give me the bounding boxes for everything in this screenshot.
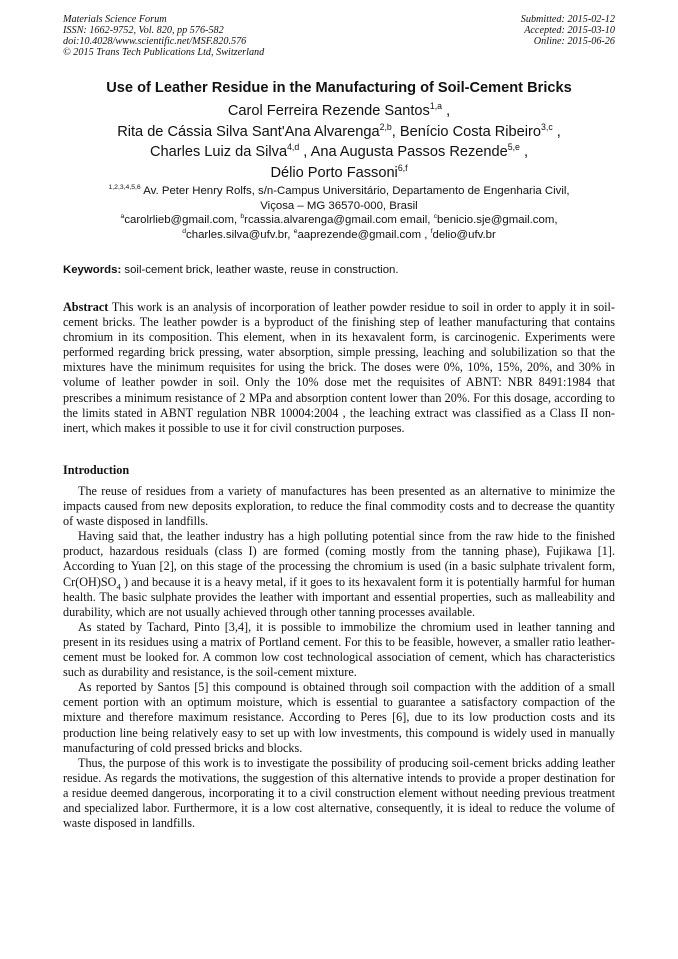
journal-doi: doi:10.4028/www.scientific.net/MSF.820.576 <box>63 36 247 47</box>
email-sup: b <box>240 213 245 221</box>
journal-copyright: © 2015 Trans Tech Publications Ltd, Switzerland <box>63 47 265 58</box>
keywords <box>63 264 399 276</box>
affiliation-address: Av. Peter Henry Rolfs, s/n-Campus Universitário, Departamento de Engenharia Civil, <box>140 185 570 197</box>
intro-paragraph-5: Thus, the purpose of this work is to investigate the possibility of producing soil-cement bricks adding leather residue. As regards the motivations, the suggestion of this alternative intends to provide a proper destination for a residue deemed dangerous, incorporating it to a civil construction element without needing previous treatment and specialized labor. Furthermore, it is a low cost alternative, consequently, it is ideal to reduce the volume of waste disposed in landfills. <box>63 755 615 831</box>
email-sup: e <box>293 227 298 235</box>
author-list <box>0 101 678 183</box>
email-link[interactable]: rcassia.alvarenga@gmail.com email, <box>244 214 434 226</box>
author-sup: 1,a <box>429 101 443 112</box>
author-line-1: Carol Ferreira Rezende Santos$^{1,a}$ , <box>227 101 451 119</box>
author-name: Rita de Cássia Silva Sant'Ana Alvarenga <box>117 123 380 140</box>
email-sup: a <box>120 213 125 221</box>
intro-paragraph-3: As stated by Tachard, Pinto [3,4], it is possible to immobilize the chromium used in leather tanning and present in its residues using a matrix of Portland cement. For this to be feasible, however, a smaller ratio leather-cement must be looked for. A common low cost technological association of cement, which has characteristics such as durability and resistance, is the soil-cement mixture. <box>63 619 615 680</box>
email-line-2 <box>0 228 678 243</box>
section-heading: Introduction <box>63 463 130 477</box>
author-name: Benício Costa Ribeiro <box>399 123 542 140</box>
abstract <box>63 300 615 436</box>
author-name: Carol Ferreira Rezende Santos <box>227 103 430 119</box>
affiliation <box>0 184 678 242</box>
abstract-text: This work is an analysis of incorporation of leather powder residue to soil in order to apply it in soil-cement bricks. The leather powder is a byproduct of the finishing step of leather manufacturing that contains chromium in its composition. This element, when in its hexavalent form, is carcinogenic. Experiments were performed regarding brick pressing, water absorption, simple pressing, leaching and solubilization so that the mixtures have the minimum requisites for using the brick. The doses were 0%, 10%, 15%, 20%, and 30% in volume of leather powder in soil. Only the 10% dose met the requisites of ABNT: NBR 8491:1984 that prescribes a minimum resistance of 2 MPa and absorption content lower than 20%. For this dosage, according to the limits stated in ABNT regulation NBR 10004:2004 , the leaching extract was classified as a Class II non-inert, which makes it possible to use it for civil construction purposes. <box>63 300 615 435</box>
author-sup: 5,e <box>507 142 520 153</box>
author-sup: 2,b <box>379 121 392 132</box>
email-link[interactable]: benicio.sje@gmail.com, <box>437 214 558 226</box>
paper-title: Use of Leather Residue in the Manufacturing of Soil-Cement Bricks <box>106 80 572 96</box>
intro-paragraph-2-part-b: ) and because it is a heavy metal, if it goes to its hexavalent form it is potentially harmful for human health. The basic sulphate provides the leather with important and essential properties, such as malleability and durability, which are not usually achieved through other tanning processes available. <box>63 574 615 619</box>
author-sup: 3,c <box>541 121 553 132</box>
author-sup: 4,d <box>287 142 300 153</box>
author-line-3: Charles Luiz da Silva$^{4,d}$ , Ana Augusta Passos Rezende$^{5,e}$ , <box>149 142 529 160</box>
intro-paragraph-4: As reported by Santos [5] this compound is obtained through soil compaction with the addition of a small cement portion with an optimum moisture, which is essential to guarantee a satisfactory compaction of the mixture and therefore maximum resistance. According to Peres [6], due to its low production costs and its production line being relatively easy to set up with low investments, this compound is widely used in manually manufacturing of cold pressed bricks and blocks. <box>63 680 615 755</box>
publication-dates <box>521 14 615 47</box>
email-sup: c <box>433 213 438 221</box>
submitted-date: Submitted: 2015-02-12 <box>520 14 615 25</box>
author-name: Ana Augusta Passos Rezende <box>310 144 508 160</box>
affiliation-sup: 1,2,3,4,5,6 <box>108 184 141 192</box>
journal-name: Materials Science Forum <box>63 14 167 25</box>
online-date: Online: 2015-06-26 <box>533 36 615 47</box>
chemical-subscript: 4 <box>116 581 121 591</box>
author-line-4 <box>0 163 678 184</box>
affiliation-line-2: Viçosa – MG 36570-000, Brasil <box>260 199 418 212</box>
author-name: Charles Luiz da Silva <box>149 144 288 160</box>
email-line-1 <box>0 213 678 228</box>
author-name: Délio Porto Fassoni <box>270 164 398 181</box>
introduction-body <box>63 484 615 831</box>
intro-paragraph-2 <box>63 529 615 620</box>
accepted-date: Accepted: 2015-03-10 <box>524 25 615 36</box>
keywords-label: Keywords: <box>63 264 122 276</box>
affiliation-line-1 <box>0 184 678 199</box>
journal-issn: ISSN: 1662-9752, Vol. 820, pp 576-582 <box>63 25 224 36</box>
journal-info <box>63 14 264 58</box>
keywords-text: soil-cement brick, leather waste, reuse in construction. <box>121 264 399 276</box>
email-link[interactable]: carolrlieb@gmail.com, <box>124 214 241 226</box>
email-sup: f <box>430 227 433 235</box>
email-link[interactable]: delio@ufv.br <box>432 228 496 241</box>
intro-paragraph-1: The reuse of residues from a variety of manufactures has been presented as an alternative to minimize the impacts caused from new deposits exploration, to reduce the final commodity costs and to decrease the quantity of waste disposed in landfills. <box>63 484 615 529</box>
email-link[interactable]: aaprezende@gmail.com , <box>297 228 431 241</box>
abstract-label: Abstract <box>63 300 109 314</box>
intro-paragraph-2-part-a: Having said that, the leather industry has a high polluting potential since from the raw hide to the finished product, hazardous residuals (class I) are formed (coming mostly from the tanning phase), Fujikawa [1]. According to Yuan [2], on this stage of the processing the chromium is used (in a basic sulphate trivalent form, Cr(OH)SO <box>63 529 615 589</box>
author-sup: 6,f <box>397 162 408 173</box>
author-line-2: Rita de Cássia Silva Sant'Ana Alvarenga$^{2,b}$, Benício Costa Ribeiro$^{3,c}$ , <box>117 121 561 140</box>
email-sup: d <box>182 227 187 235</box>
abstract-paragraph <box>63 300 615 436</box>
email-link[interactable]: charles.silva@ufv.br, <box>186 228 294 241</box>
